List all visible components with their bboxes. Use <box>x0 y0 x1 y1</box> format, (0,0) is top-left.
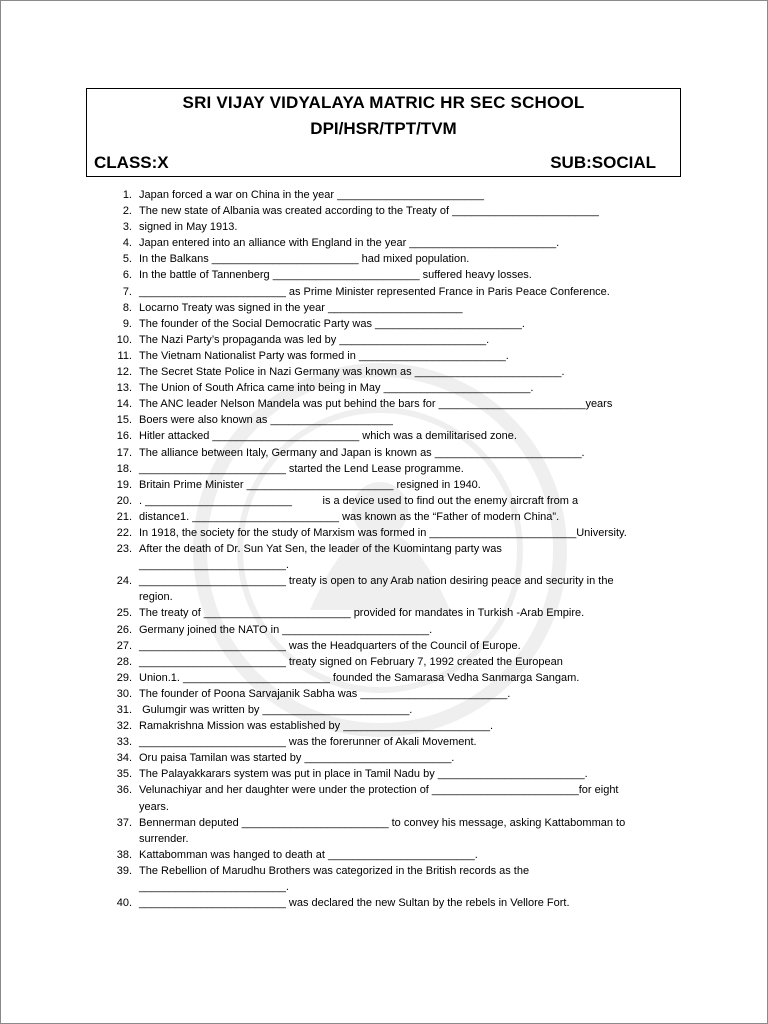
question-number: 2. <box>122 205 132 218</box>
question-text: ________________________ was the Headquarters of the Council of Europe. <box>139 639 521 652</box>
question-number: 9. <box>122 317 132 330</box>
question-number: 21. <box>116 510 132 523</box>
question-item <box>96 219 666 235</box>
question-text: Locarno Treaty was signed in the year ______________________ <box>139 301 463 314</box>
question-number: 23. <box>116 543 132 556</box>
question-item <box>96 348 666 364</box>
school-code: DPI/HSR/TPT/TVM <box>310 119 457 138</box>
question-text: ________________________ was declared the new Sultan by the rebels in Vellore Fort. <box>139 897 570 910</box>
question-item <box>96 267 666 283</box>
question-number: 4. <box>122 237 132 250</box>
question-item <box>96 670 666 686</box>
question-item <box>96 445 666 461</box>
question-list <box>96 187 666 911</box>
question-number: 13. <box>116 382 132 395</box>
question-item <box>96 509 666 525</box>
question-number: 37. <box>116 816 132 829</box>
header-box <box>86 88 681 177</box>
question-number: 16. <box>116 430 132 443</box>
question-item <box>96 493 666 509</box>
question-number: 30. <box>116 687 132 700</box>
question-number: 17. <box>116 446 132 459</box>
question-text: Bennerman deputed ________________________ to convey his message, asking Kattabomman to surrender. <box>139 816 626 845</box>
question-item <box>96 541 666 573</box>
question-text: ________________________ treaty signed on February 7, 1992 created the European <box>139 655 563 668</box>
question-number: 5. <box>122 253 132 266</box>
question-item <box>96 380 666 396</box>
question-text: Boers were also known as ____________________ <box>139 414 393 427</box>
question-item <box>96 766 666 782</box>
question-number: 35. <box>116 768 132 781</box>
question-item <box>96 203 666 219</box>
question-item <box>96 815 666 847</box>
question-text: Britain Prime Minister ________________________ resigned in 1940. <box>139 478 481 491</box>
question-text: The new state of Albania was created according to the Treaty of ________________________ <box>139 205 599 218</box>
question-text: Union.1. ________________________ founded the Samarasa Vedha Sanmarga Sangam. <box>139 671 580 684</box>
question-item <box>96 316 666 332</box>
question-number: 32. <box>116 720 132 733</box>
question-text: Japan entered into an alliance with England in the year ________________________. <box>139 237 560 250</box>
question-item <box>96 573 666 605</box>
question-text: ________________________ as Prime Minister represented France in Paris Peace Conference. <box>139 285 610 298</box>
question-item <box>96 187 666 203</box>
question-item <box>96 734 666 750</box>
question-text: Japan forced a war on China in the year ________________________ <box>139 189 484 201</box>
question-item <box>96 782 666 814</box>
question-text: The Secret State Police in Nazi Germany was known as ________________________. <box>139 366 565 379</box>
question-number: 36. <box>116 784 132 797</box>
question-number: 8. <box>122 301 132 314</box>
question-text: The ANC leader Nelson Mandela was put behind the bars for ________________________years <box>139 398 613 411</box>
question-text: The Nazi Party’s propaganda was led by ________________________. <box>139 333 490 346</box>
question-item <box>96 332 666 348</box>
question-text: The treaty of ________________________ provided for mandates in Turkish -Arab Empire. <box>139 607 585 620</box>
question-number: 40. <box>116 897 132 910</box>
question-number: 38. <box>116 848 132 861</box>
question-text: Oru paisa Tamilan was started by ________________________. <box>139 752 455 765</box>
question-item <box>96 396 666 412</box>
school-name: SRI VIJAY VIDYALAYA MATRIC HR SEC SCHOOL <box>182 93 585 112</box>
question-item <box>96 461 666 477</box>
question-number: 29. <box>116 671 132 684</box>
question-item <box>96 428 666 444</box>
question-text: Hitler attacked ________________________ which was a demilitarised zone. <box>139 430 517 443</box>
class-label: CLASS:X <box>94 153 169 172</box>
question-number: 24. <box>116 575 132 588</box>
question-item <box>96 477 666 493</box>
question-number: 3. <box>122 221 132 234</box>
question-text: Velunachiyar and her daughter were under the protection of ________________________for eight years. <box>139 784 619 813</box>
question-item <box>96 235 666 251</box>
question-text: ________________________ was the forerunner of Akali Movement. <box>139 736 477 749</box>
question-item <box>96 702 666 718</box>
question-number: 27. <box>116 639 132 652</box>
question-text: signed in May 1913. <box>139 221 238 234</box>
question-text: Kattabomman was hanged to death at ________________________. <box>139 848 478 861</box>
question-item <box>96 251 666 267</box>
question-item <box>96 300 666 316</box>
question-text: The Vietnam Nationalist Party was formed in ________________________. <box>139 349 509 362</box>
question-item <box>96 847 666 863</box>
question-text: In the battle of Tannenberg ________________________ suffered heavy losses. <box>139 269 532 282</box>
question-number: 31. <box>116 704 132 716</box>
question-text: The Union of South Africa came into being in May ________________________. <box>139 382 534 395</box>
question-number: 18. <box>116 462 132 475</box>
question-text: The founder of Poona Sarvajanik Sabha was ________________________. <box>139 687 511 700</box>
question-item <box>96 718 666 734</box>
question-number: 1. <box>122 189 132 201</box>
question-number: 10. <box>116 333 132 346</box>
question-item <box>96 863 666 895</box>
question-number: 14. <box>116 398 132 411</box>
question-item <box>96 654 666 670</box>
question-number: 6. <box>122 269 132 282</box>
question-text: The Palayakkarars system was put in place in Tamil Nadu by ________________________. <box>139 768 588 781</box>
question-text: ________________________ started the Lend Lease programme. <box>139 462 464 475</box>
question-number: 28. <box>116 655 132 668</box>
question-text: Gulumgir was written by ________________________. <box>139 704 413 716</box>
subject-label: SUB:SOCIAL <box>550 153 656 172</box>
question-number: 11. <box>117 349 132 362</box>
question-item <box>96 284 666 300</box>
question-number: 39. <box>116 864 132 877</box>
question-text: Germany joined the NATO in ________________________. <box>139 623 433 636</box>
question-number: 19. <box>116 478 132 491</box>
question-number: 34. <box>116 752 132 765</box>
question-number: 12. <box>116 366 132 379</box>
question-text: In the Balkans ________________________ had mixed population. <box>139 253 470 266</box>
question-text: distance1. ________________________ was known as the “Father of modern China”. <box>139 510 560 523</box>
question-text: In 1918, the society for the study of Marxism was formed in ________________________University. <box>139 526 627 539</box>
question-item <box>96 750 666 766</box>
question-text: ________________________ treaty is open to any Arab nation desiring peace and security in the region. <box>139 575 614 604</box>
question-item <box>96 622 666 638</box>
question-text: Ramakrishna Mission was established by ________________________. <box>139 720 494 733</box>
question-text: The alliance between Italy, Germany and Japan is known as ________________________. <box>139 446 585 459</box>
question-number: 25. <box>116 607 132 620</box>
question-text: The founder of the Social Democratic Party was ________________________. <box>139 317 525 330</box>
question-text: After the death of Dr. Sun Yat Sen, the leader of the Kuomintang party was ________________________. <box>139 543 502 572</box>
question-number: 20. <box>116 494 132 507</box>
question-item <box>96 686 666 702</box>
question-number: 26. <box>116 623 132 636</box>
question-item <box>96 364 666 380</box>
question-item <box>96 895 666 911</box>
question-item <box>96 605 666 621</box>
question-number: 15. <box>116 414 132 427</box>
question-item <box>96 412 666 428</box>
question-text: The Rebellion of Marudhu Brothers was categorized in the British records as the ________________________. <box>139 864 530 894</box>
question-text: . ________________________ is a device used to find out the enemy aircraft from a <box>139 494 579 507</box>
question-number: 33. <box>116 736 132 749</box>
question-item <box>96 525 666 541</box>
question-item <box>96 638 666 654</box>
question-number: 7. <box>122 285 132 298</box>
question-number: 22. <box>116 526 132 539</box>
